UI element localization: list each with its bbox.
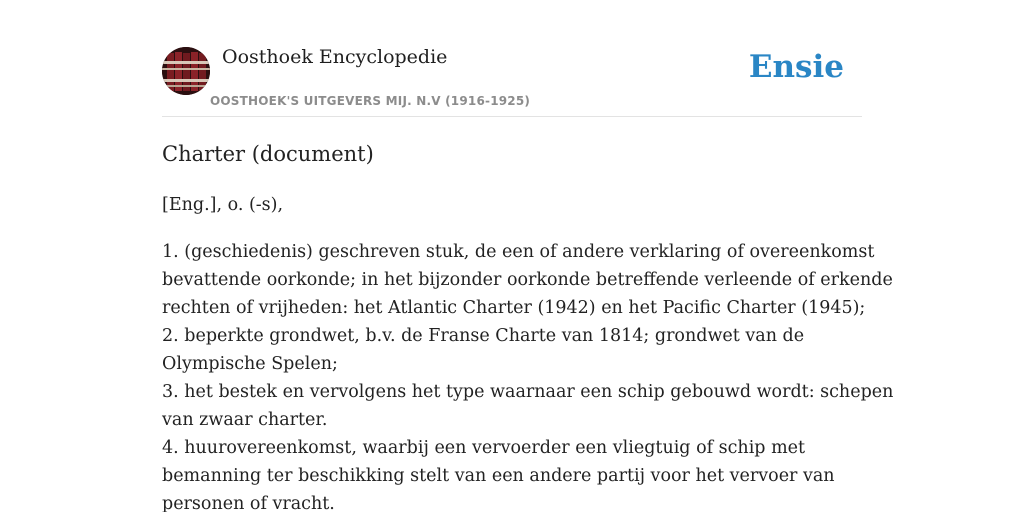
body-line: 1. (geschiedenis) geschreven stuk, de een of andere verklaring of overeenkomst (162, 242, 875, 262)
publication-name[interactable]: Oosthoek Encyclopedie (222, 46, 448, 68)
body-line: bemanning ter beschikking stelt van een andere partij voor het vervoer van (162, 466, 835, 486)
article-intro: [Eng.], o. (-s), (162, 195, 284, 215)
article (162, 138, 894, 512)
publisher-label: OOSTHOEK'S UITGEVERS MIJ. N.V (1916-1925) (210, 94, 531, 108)
article-body (162, 238, 894, 512)
body-line: 3. het bestek en vervolgens het type waarnaar een schip gebouwd wordt: schepen (162, 382, 894, 402)
body-line: rechten of vrijheden: het Atlantic Charter (1942) en het Pacific Charter (1945); (162, 298, 866, 318)
page-header (162, 44, 862, 117)
page-title: Charter (document) (162, 142, 374, 166)
body-line: 4. huurovereenkomst, waarbij een vervoerder een vliegtuig of schip met (162, 438, 806, 458)
encyclopedia-books-icon[interactable] (162, 47, 210, 95)
body-line: Olympische Spelen; (162, 354, 338, 374)
body-line: bevattende oorkonde; in het bijzonder oorkonde betreffende verleende of erkende (162, 270, 893, 290)
body-line: personen of vracht. (162, 494, 335, 512)
ensie-logo-link[interactable]: Ensie (748, 49, 844, 85)
body-line: 2. beperkte grondwet, b.v. de Franse Charte van 1814; grondwet van de (162, 326, 805, 346)
body-line: van zwaar charter. (162, 410, 328, 430)
